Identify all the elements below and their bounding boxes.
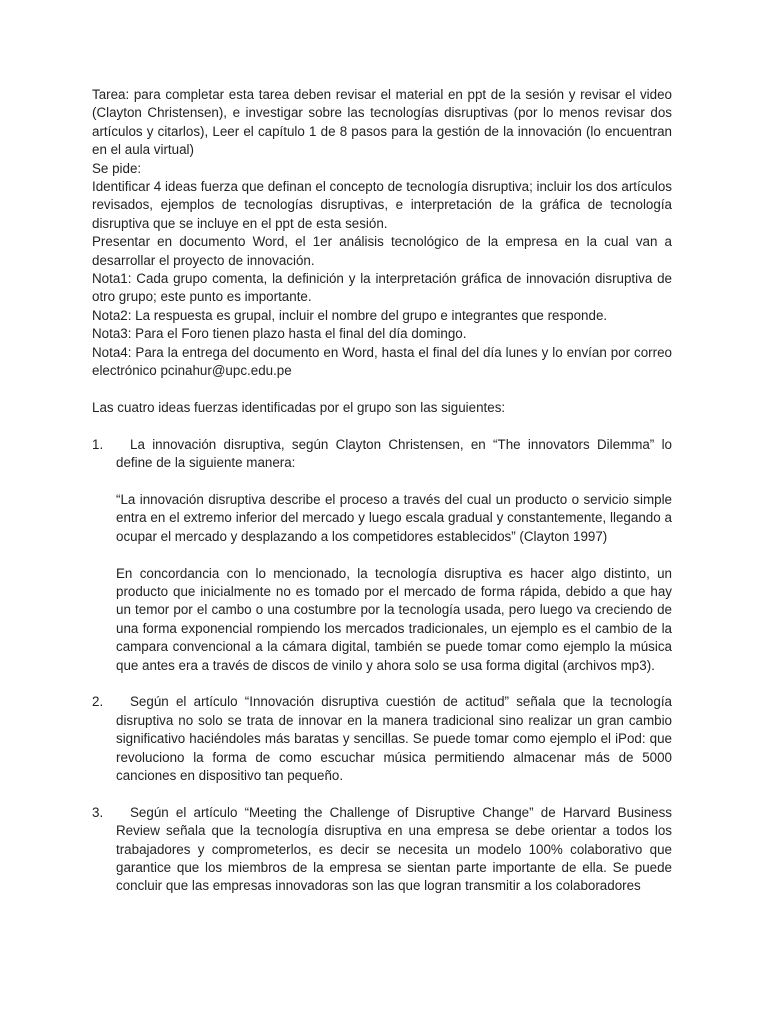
requirement-2: Presentar en documento Word, el 1er análisis tecnológico de la empresa en la cual van a desarrollar el proyecto de innovación. — [92, 234, 672, 268]
ideas-lead: Las cuatro ideas fuerzas identificadas por el grupo son las siguientes: — [92, 399, 506, 415]
list-item — [92, 804, 672, 896]
note-4: Nota4: Para la entrega del documento en Word, hasta el final del día lunes y lo envían por correo electrónico pcinahur@upc.edu.pe — [92, 344, 672, 379]
requirement-1: Identificar 4 ideas fuerza que definan el concepto de tecnología disruptiva; incluir los dos artículos revisados, ejemplos de tecnologías disruptivas, e interpretación de la gráfica de tecnología disruptiva que se incluye en el ppt de esta sesión. — [92, 179, 672, 231]
spacer — [116, 546, 672, 564]
spacer — [116, 473, 672, 491]
list-number: 3. — [92, 804, 104, 820]
note-3: Nota3: Para el Foro tienen plazo hasta el final del día domingo. — [92, 326, 467, 342]
task-paragraph: Tarea: para completar esta tarea deben revisar el material en ppt de la sesión y revisar el video (Clayton Christensen), e investigar sobre las tecnologías disruptivas (por lo menos revisar dos artículos y citarlos), Leer el capítulo 1 de 8 pasos para la gestión de la innovación (lo encuentran en el aula virtual) — [92, 87, 672, 158]
list-item-text: Según el artículo “Meeting the Challenge of Disruptive Change” de Harvard Business Review señala que la tecnología disruptiva en una empresa se debe orientar a todos los trabajadores y comprometerlos, es decir se necesita un modelo 100% colaborativo que garantice que los miembros de la empresa se sientan parte importante de ella. Se puede concluir que las empresas innovadoras son las que logran transmitir a los colaboradores — [116, 804, 672, 894]
list-item-text: La innovación disruptiva, según Clayton Christensen, en “The innovators Dilemma” lo define de la siguiente manera: — [116, 436, 672, 471]
requirements-heading: Se pide: — [92, 160, 142, 176]
spacer — [92, 417, 672, 435]
list-number: 2. — [92, 694, 104, 710]
document-body — [92, 86, 672, 896]
list-item — [92, 693, 672, 785]
list-item-body: En concordancia con lo mencionado, la tecnología disruptiva es hacer algo distinto, un producto que inicialmente no es tomado por el mercado de forma rápida, debido a que hay un temor por el cambo o una costumbre por la tecnología usada, pero luego va creciendo de una forma exponencial rompiendo los mercados tradicionales, un ejemplo es el cambio de la campara convencional a la cámara digital, también se puede tomar como ejemplo la música que antes era a través de discos de vinilo y ahora solo se usa forma digital (archivos mp3). — [116, 565, 672, 673]
spacer — [92, 675, 672, 693]
block-quote: “La innovación disruptiva describe el proceso a través del cual un producto o servicio simple entra en el extremo inferior del mercado y luego escala gradual y constantemente, llegando a ocupar el mercado y desplazando a los competidores establecidos” (Clayton 1997) — [116, 491, 672, 544]
note-2: Nota2: La respuesta es grupal, incluir el nombre del grupo e integrantes que responde. — [92, 307, 608, 323]
spacer — [92, 381, 672, 399]
note-1: Nota1: Cada grupo comenta, la definición y la interpretación gráfica de innovación disruptiva de otro grupo; este punto es importante. — [92, 271, 672, 305]
list-number: 1. — [92, 436, 104, 452]
list-item-text: Según el artículo “Innovación disruptiva cuestión de actitud” señala que la tecnología disruptiva no solo se trata de innovar en la manera tradicional sino realizar un gran cambio significativo haciéndoles más baratas y sencillas. Se puede tomar como ejemplo el iPod: que revoluciono la forma de como escuchar música permitiendo almacenar más de 5000 canciones en dispositivo tan pequeño. — [116, 694, 672, 783]
spacer — [92, 785, 672, 803]
list-item — [92, 436, 672, 675]
